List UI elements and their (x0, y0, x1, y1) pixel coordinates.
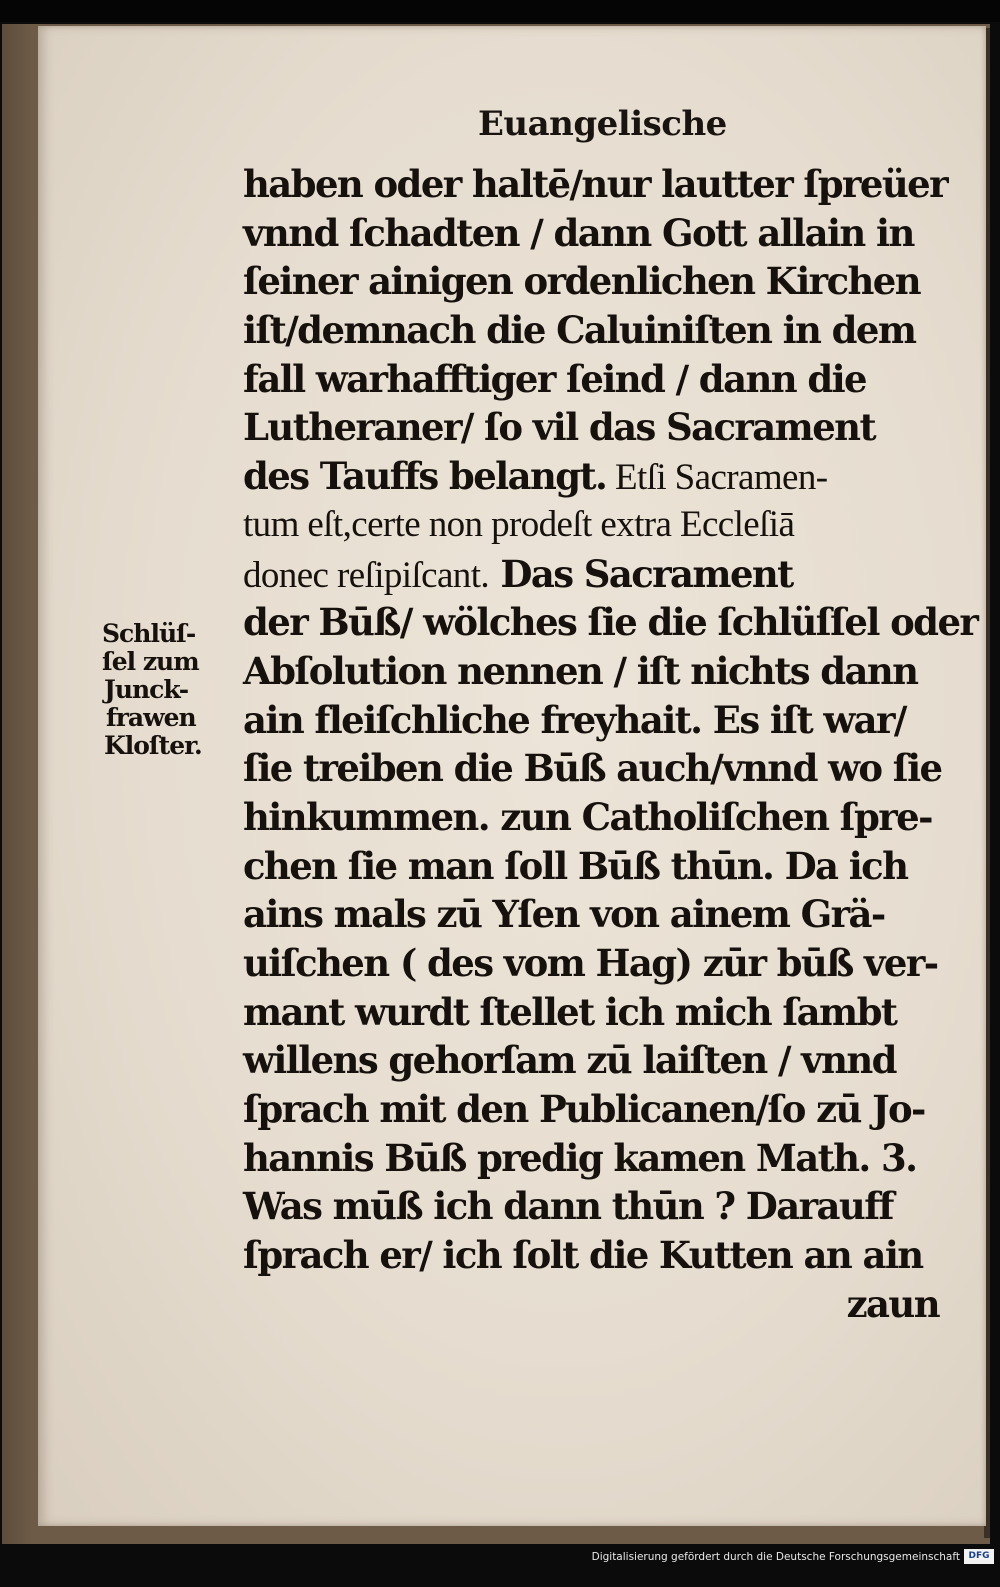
text-line: ains mals zū Yſen von ainem Grä- (243, 892, 885, 937)
text-line: fall warhafftiger ſeind / dann die (243, 356, 867, 401)
text-line: vnnd ſchadten / dann Gott allain in (243, 210, 914, 255)
marginal-note-line: frawen (106, 703, 196, 732)
text-line: hannis Būß predig kamen Math. 3. (243, 1135, 917, 1180)
text-line (243, 452, 953, 501)
text-line: der Būß/ wölches ſie die ſchlüſſel oder (243, 600, 978, 645)
text-line: tum eſt,certe non prodeſt extra Eccleſiā (243, 503, 795, 545)
text-segment-fraktur: des Tauffs belangt. (243, 454, 607, 499)
text-line: Lutheraner/ ſo vil das Sacrament (243, 405, 875, 450)
marginal-note-line: Kloſter. (104, 731, 202, 760)
text-line: ſeiner ainigen ordenlichen Kirchen (243, 259, 921, 304)
dfg-logo: DFG (964, 1549, 994, 1564)
marginal-note-line: ſel zum (102, 647, 199, 676)
text-line: ſie treiben die Būß auch/vnnd wo ſie (243, 746, 942, 791)
text-line: iſt/demnach die Caluiniſten in dem (243, 308, 916, 353)
text-line: hinkummen. zun Catholiſchen ſpre- (243, 794, 932, 839)
text-line: ſprach mit den Publicanen/ſo zū Jo- (243, 1087, 925, 1132)
catchword: zaun (846, 1281, 939, 1326)
text-line: haben oder haltē/nur lautter ſpreüer (243, 162, 947, 206)
text-line: ſprach er/ ich ſolt die Kutten an ain (243, 1233, 923, 1278)
marginal-note (102, 620, 202, 760)
text-line: ain fleiſchliche freyhait. Es iſt war/ (243, 697, 906, 742)
text-line: willens gehorſam zū laiſten / vnnd (243, 1038, 896, 1083)
marginal-note-line: Schlüſ- (102, 619, 196, 648)
text-segment-fraktur: Das Sacrament (489, 551, 793, 596)
body-text (243, 160, 978, 1329)
text-line: chen ſie man ſoll Būß thūn. Da ich (243, 843, 908, 888)
text-line: Abſolution nennen / iſt nichts dann (243, 648, 918, 693)
text-line: mant wurdt ſtellet ich mich ſambt (243, 989, 897, 1034)
running-header: Euangelische (478, 104, 727, 144)
text-segment-latin: Etſi Sacramen- (606, 457, 828, 499)
scan-top-edge (0, 0, 1000, 22)
text-segment-latin: donec reſipiſcant. (243, 554, 490, 596)
text-line (243, 550, 953, 599)
text-line: Was mūß ich dann thūn ? Darauff (243, 1184, 893, 1229)
text-line: uiſchen ( des vom Hag) zūr būß ver- (243, 941, 938, 985)
digitization-credit: Digitalisierung gefördert durch die Deutsche Forschungsgemeinschaft (591, 1551, 960, 1563)
marginal-note-line: Junck- (104, 675, 189, 704)
